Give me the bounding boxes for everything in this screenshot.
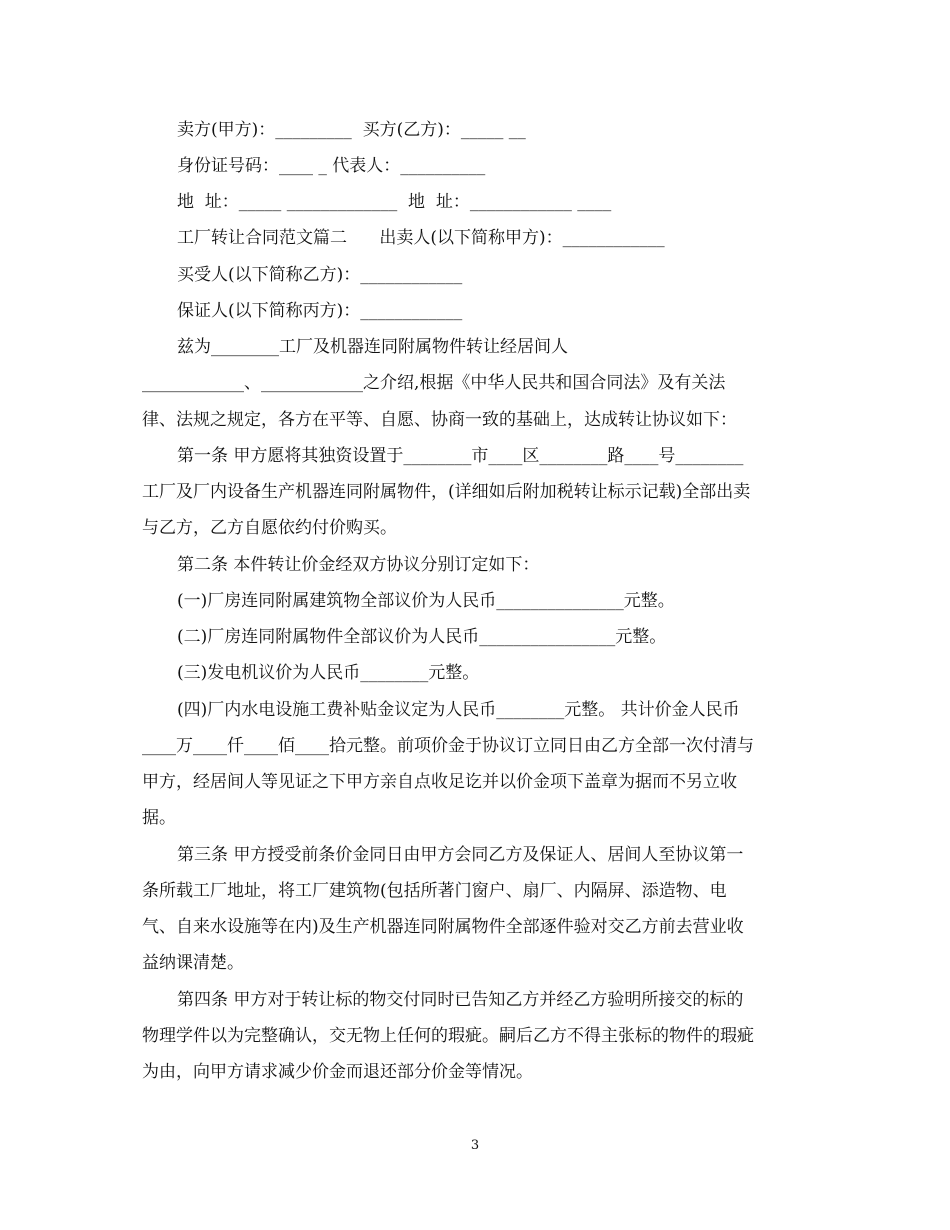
text-line: 律、法规之规定，各方在平等、自愿、协商一致的基础上，达成转让协议如下： — [142, 410, 737, 430]
text-line: 工厂及厂内设备生产机器连同附属物件，(详细如后附加税转让标示记载)全部出卖 — [142, 482, 751, 502]
page-number: 3 — [470, 1138, 480, 1153]
text-line: ____万____仟____佰____拾元整。前项价金于协议订立同日由乙方全部一次付清与 — [142, 736, 754, 756]
text-line: 益纳课清楚。 — [142, 953, 244, 973]
text-line: 卖方(甲方)：_________ 买方(乙方)：_____ __ — [177, 120, 526, 140]
text-line: 地 址：_____ _____________ 地 址：____________ ____ — [177, 192, 612, 212]
text-line: 第四条 甲方对于转让标的物交付同时已告知乙方并经乙方验明所接交的标的 — [177, 990, 744, 1010]
text-line: 第三条 甲方授受前条价金同日由甲方会同乙方及保证人、居间人至协议第一 — [177, 845, 744, 865]
text-line: (四)厂内水电设施工费补贴金议定为人民币________元整。 共计价金人民币 — [177, 700, 740, 720]
text-line: 据。 — [142, 808, 176, 828]
text-line: (二)厂房连同附属物件全部议价为人民币________________元整。 — [177, 627, 667, 647]
text-line: 保证人(以下简称丙方)：____________ — [177, 301, 463, 321]
text-line: 兹为________工厂及机器连同附属物件转让经居间人 — [177, 337, 568, 357]
text-line: (一)厂房连同附属建筑物全部议价为人民币_______________元整。 — [177, 591, 675, 611]
text-line: 与乙方，乙方自愿依约付价购买。 — [142, 518, 397, 538]
text-line: 第一条 甲方愿将其独资设置于________市____区________路____号________ — [177, 446, 744, 466]
text-line: 物理学件以为完整确认，交无物上任何的瑕疵。嗣后乙方不得主张标的物件的瑕疵 — [142, 1026, 754, 1046]
text-line: ____________、____________之介绍,根据《中华人民共和国合同法》及有关法 — [142, 373, 726, 393]
text-line: 为由，向甲方请求减少价金而退还部分价金等情况。 — [142, 1062, 533, 1082]
text-line: 条所载工厂地址，将工厂建筑物(包括所著门窗户、扇厂、内隔屏、添造物、电 — [142, 881, 727, 901]
text-line: 身份证号码：____ _ 代表人：__________ — [177, 156, 486, 176]
text-line: 气、自来水设施等在内)及生产机器连同附属物件全部逐件验对交乙方前去营业收 — [142, 917, 744, 937]
text-line: 工厂转让合同范文篇二 出卖人(以下简称甲方)：____________ — [177, 228, 665, 248]
text-line: 甲方，经居间人等见证之下甲方亲自点收足讫并以价金项下盖章为据而不另立收 — [142, 772, 737, 792]
text-line: 第二条 本件转让价金经双方协议分别订定如下： — [177, 555, 540, 575]
text-line: (三)发电机议价为人民币________元整。 — [177, 663, 480, 683]
text-line: 买受人(以下简称乙方)：____________ — [177, 265, 463, 285]
